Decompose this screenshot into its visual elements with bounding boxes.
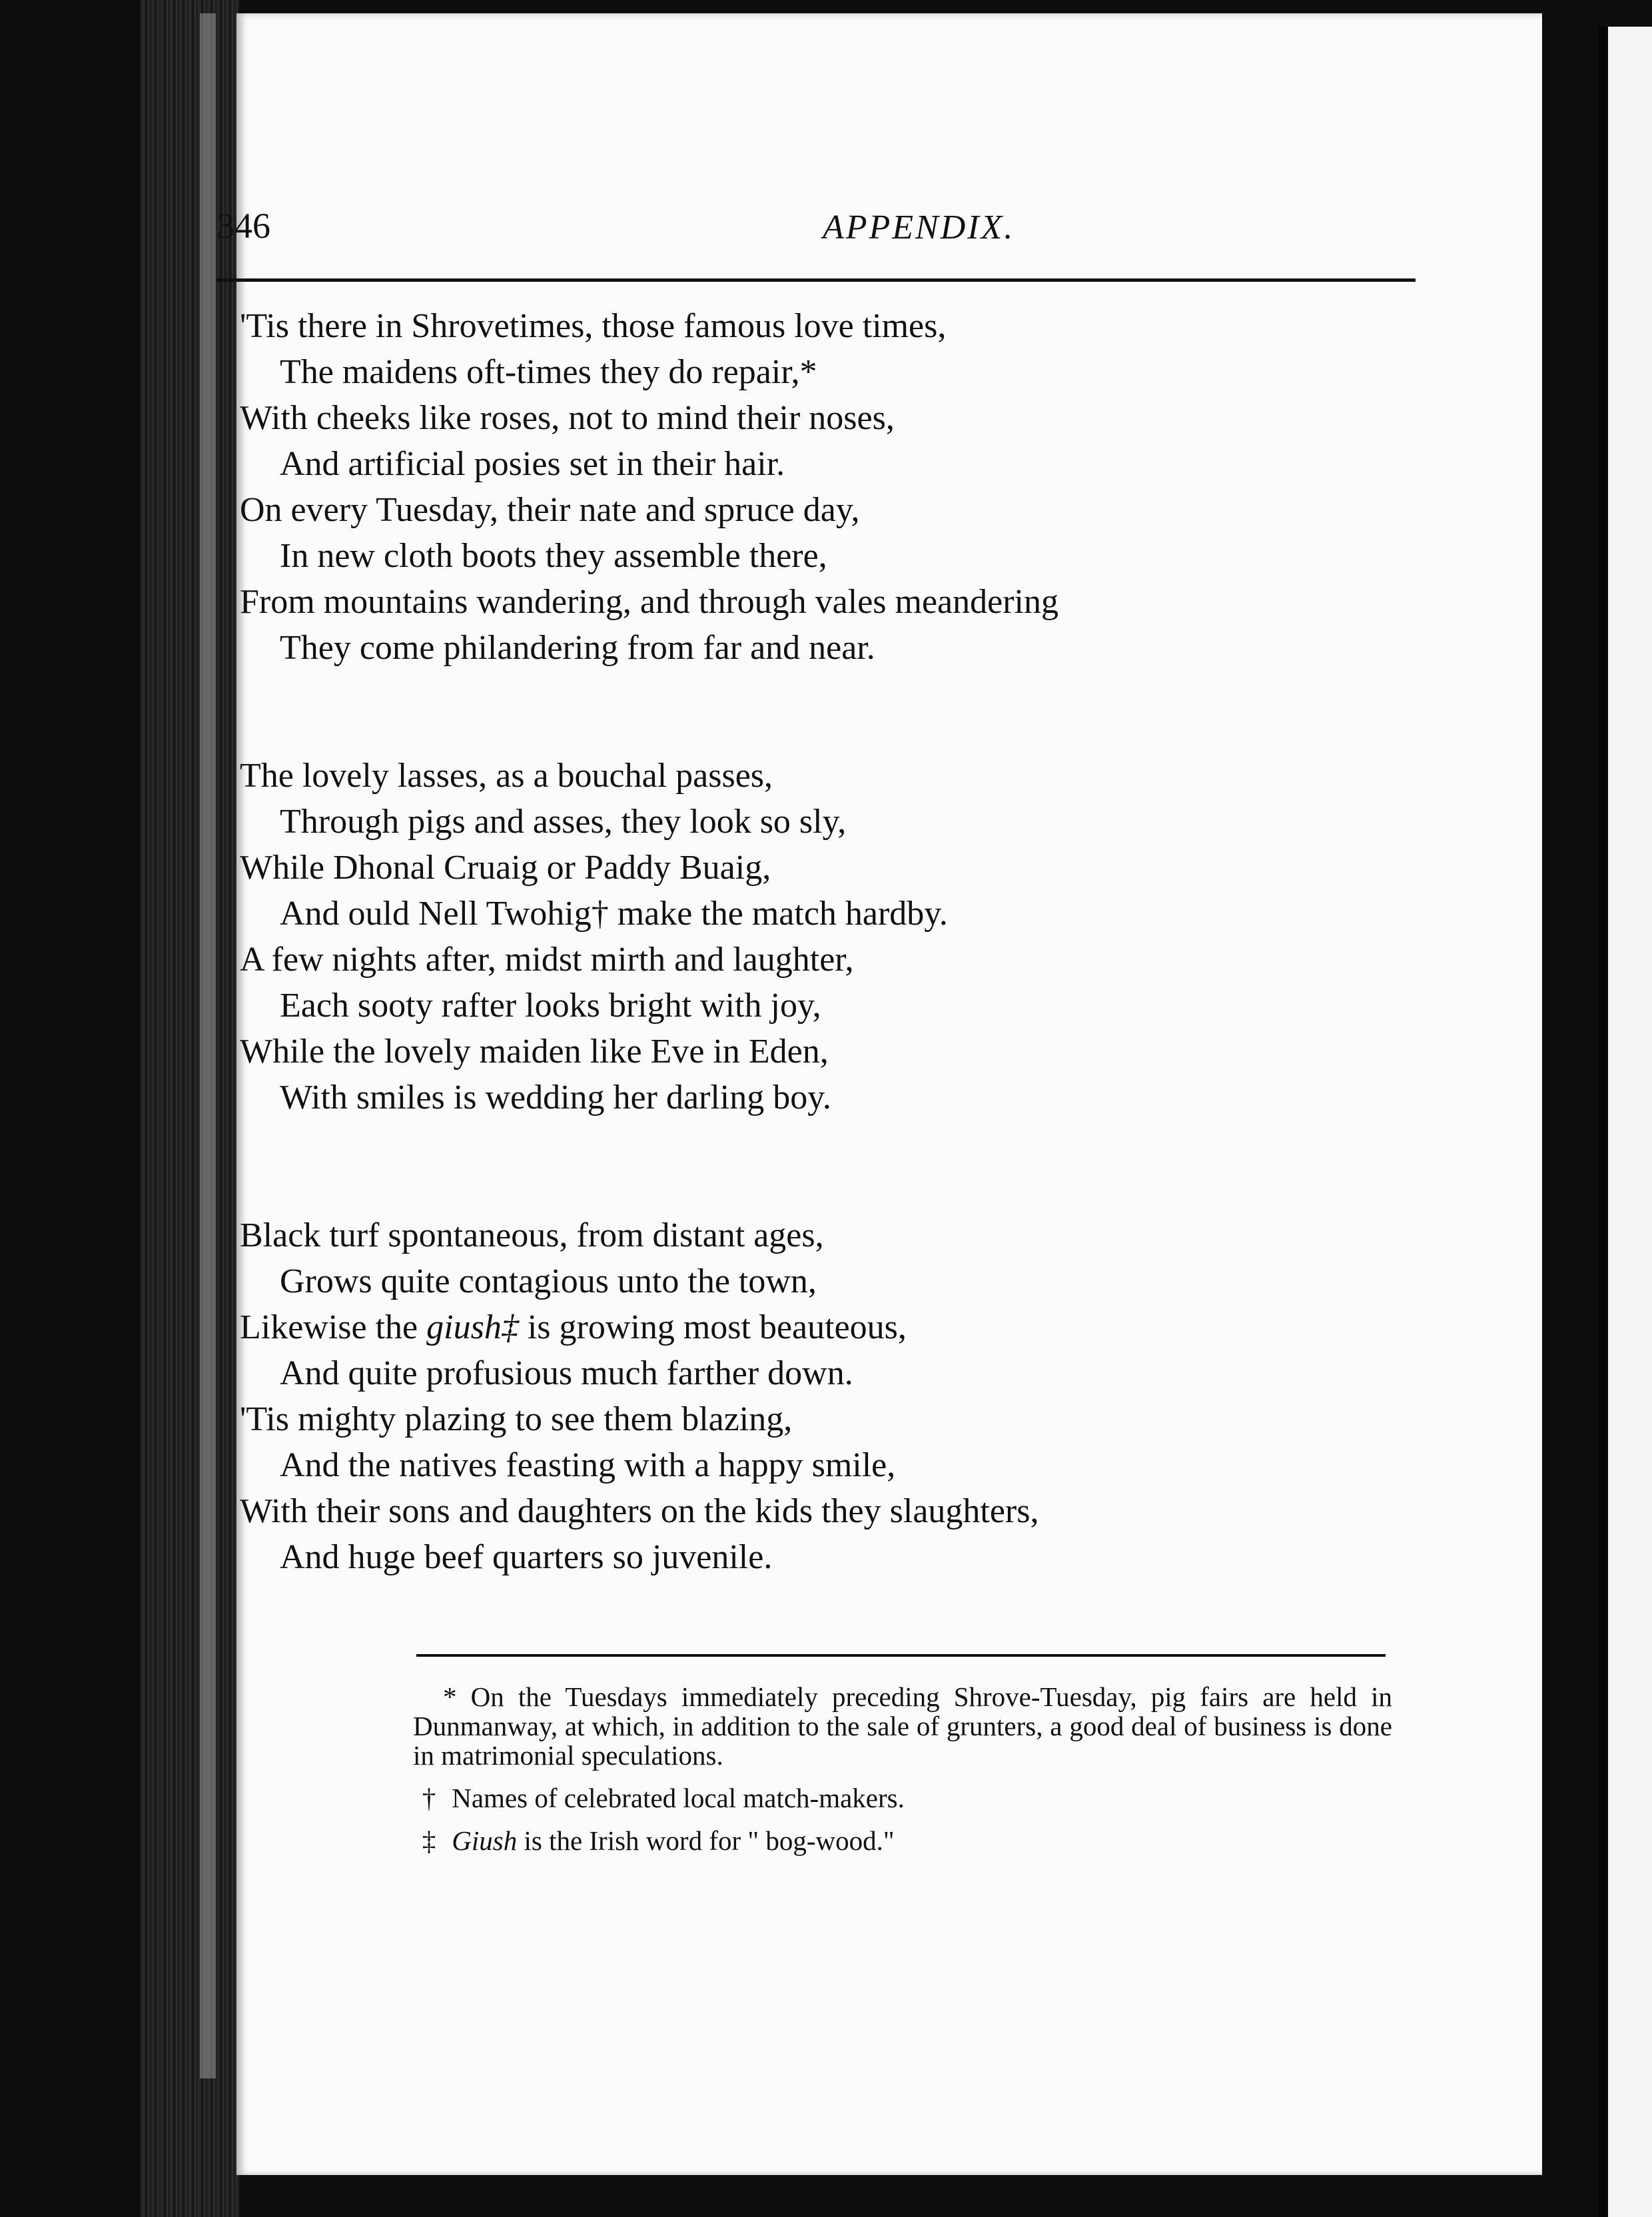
stanza-3 <box>240 1212 1492 1580</box>
book-edge-left <box>140 0 240 2217</box>
verse-line-rest: is growing most beauteous, <box>527 1308 907 1346</box>
page-stack-edge <box>200 13 216 2078</box>
verse-line: On every Tuesday, their nate and spruce day, <box>240 491 860 529</box>
verse-line: With smiles is wedding her darling boy. <box>280 1079 831 1116</box>
stanza-1 <box>240 303 1492 671</box>
verse-line: With their sons and daughters on the kids they slaughters, <box>240 1492 1039 1530</box>
verse-line: And huge beef quarters so juvenile. <box>280 1538 773 1576</box>
verse-line: In new cloth boots they assemble there, <box>280 537 827 575</box>
verse-line: While Dhonal Cruaig or Paddy Buaig, <box>240 849 771 887</box>
verse-line: From mountains wandering, and through vales meandering <box>240 583 1058 621</box>
facing-page-edge <box>1599 27 1652 2217</box>
footnote-text: On the Tuesdays immediately preceding Shrove-Tuesday, pig fairs are held in Dunmanway, at which, in addition to the sale of grunters, a good deal of business is done in matrimonial speculations. <box>413 1681 1392 1771</box>
verse-line: A few nights after, midst mirth and laughter, <box>240 941 854 979</box>
page-number: 346 <box>216 206 270 246</box>
footnotes <box>413 1682 1392 1869</box>
footnote-italic-word: Giush <box>452 1825 518 1856</box>
italic-word-giush: giush‡ <box>426 1308 519 1346</box>
verse-line: They come philandering from far and near. <box>280 629 875 667</box>
footnote-2 <box>413 1783 1392 1813</box>
verse-line: The lovely lasses, as a bouchal passes, <box>240 757 773 795</box>
verse-line: And quite profusious much farther down. <box>280 1354 853 1392</box>
verse-line: While the lovely maiden like Eve in Eden, <box>240 1033 829 1071</box>
footnote-text: Names of celebrated local match-makers. <box>452 1783 905 1813</box>
footnote-1 <box>413 1682 1392 1770</box>
verse-line: Grows quite contagious unto the town, <box>280 1262 817 1300</box>
verse-line: And the natives feasting with a happy smile, <box>280 1446 896 1484</box>
stanza-2 <box>240 753 1492 1120</box>
verse-line-prefix: Likewise the <box>240 1308 418 1346</box>
footnote-mark-dagger: † <box>422 1783 436 1813</box>
verse-line: Through pigs and asses, they look so sly, <box>280 803 847 841</box>
header-rule <box>216 278 1416 282</box>
verse-line: The maidens oft-times they do repair,* <box>280 353 817 391</box>
footnote-mark-asterisk: * <box>443 1681 457 1712</box>
footnote-rule <box>416 1654 1386 1657</box>
page-header <box>216 200 1416 280</box>
verse-line: With cheeks like roses, not to mind their noses, <box>240 399 895 437</box>
footnote-3 <box>413 1826 1392 1855</box>
verse-line: Each sooty rafter looks bright with joy, <box>280 987 821 1025</box>
verse-line: 'Tis mighty plazing to see them blazing, <box>240 1400 793 1438</box>
footnote-mark-double-dagger: ‡ <box>422 1825 436 1856</box>
verse-line: Black turf spontaneous, from distant ages, <box>240 1216 824 1254</box>
footnote-text: is the Irish word for " bog-wood." <box>524 1825 895 1856</box>
running-head: APPENDIX. <box>823 209 1015 246</box>
verse-line: And artificial posies set in their hair. <box>280 445 785 483</box>
verse-line: And ould Nell Twohig† make the match hardby. <box>280 895 948 933</box>
verse-line <box>240 1304 1492 1350</box>
verse-line: 'Tis there in Shrovetimes, those famous love times, <box>240 307 947 345</box>
